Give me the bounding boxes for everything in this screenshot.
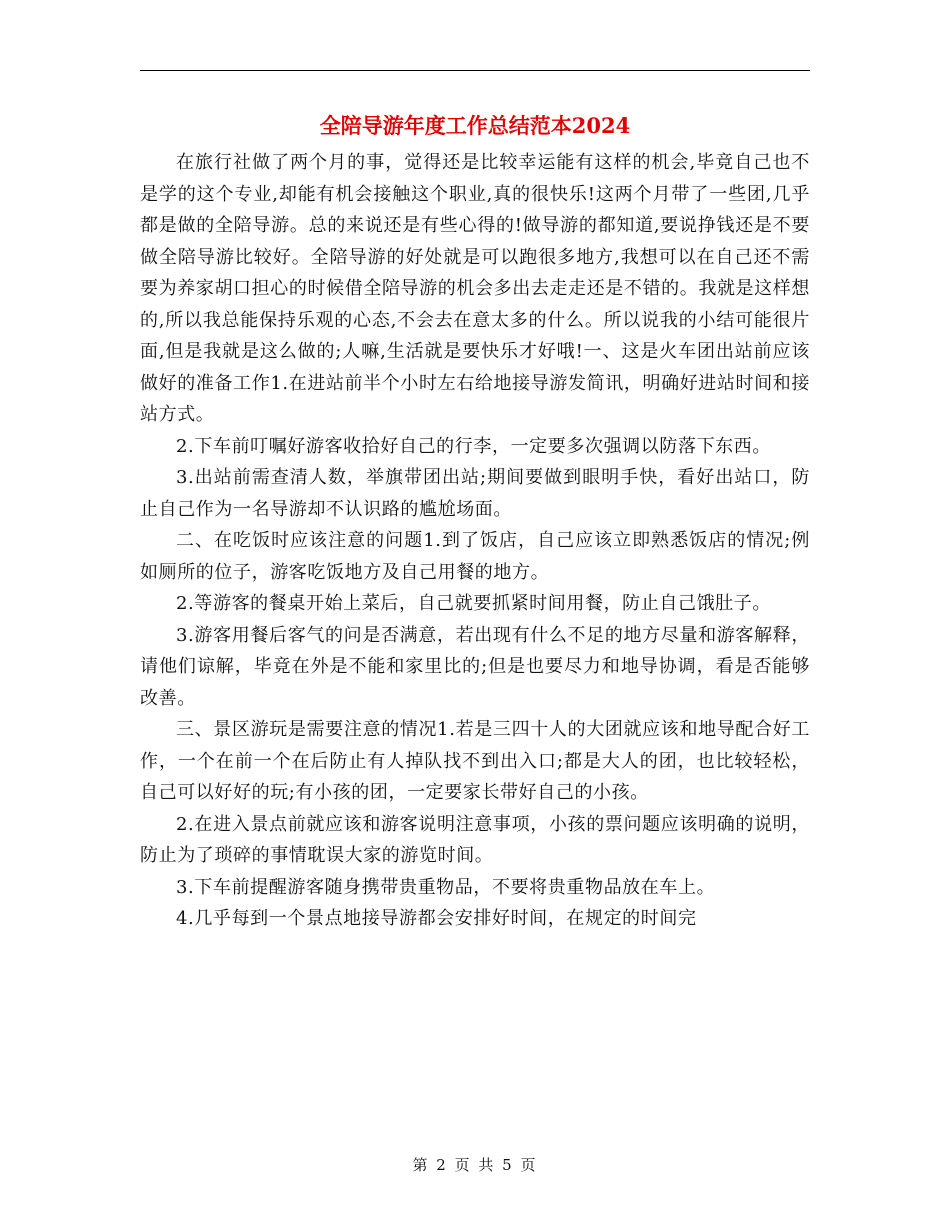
paragraph-intro: 在旅行社做了两个月的事，觉得还是比较幸运能有这样的机会,毕竟自己也不是学的这个专业,却能有机会接触这个职业,真的很快乐!这两个月带了一些团,几乎都是做的全陪导游。总的来说还是有些心得的!做导游的都知道,要说挣钱还是不要做全陪导游比较好。全陪导游的好处就是可以跑很多地方,我想可以在自己还不需要为养家胡口担心的时候借全陪导游的机会多出去走走还是不错的。我就是这样想的,所以我总能保持乐观的心态,不会去在意太多的什么。所以说我的小结可能很片面,但是我就是这么做的;人嘛,生活就是要快乐才好哦!一、这是火车团出站前应该做好的准备工作1.在进站前半个小时左右给地接导游发简讯，明确好进站时间和接站方式。 xyxy=(140,152,810,425)
paragraph-section-two: 二、在吃饭时应该注意的问题1.到了饭店，自己应该立即熟悉饭店的情况;例如厕所的位子，游客吃饭地方及自己用餐的地方。 xyxy=(140,530,810,583)
header-rule xyxy=(140,70,810,71)
paragraph-section-three: 三、景区游玩是需要注意的情况1.若是三四十人的大团就应该和地导配合好工作，一个在前一个在后防止有人掉队找不到出入口;都是大人的团，也比较轻松，自己可以好好的玩;有小孩的团，一定要家长带好自己的小孩。 xyxy=(140,719,810,803)
paragraph-item: 2.在进入景点前就应该和游客说明注意事项，小孩的票问题应该明确的说明，防止为了琐碎的事情耽误大家的游览时间。 xyxy=(140,813,810,866)
page-number-footer: 第 2 页 共 5 页 xyxy=(412,1156,538,1174)
paragraph-item: 2.等游客的餐桌开始上菜后，自己就要抓紧时间用餐，防止自己饿肚子。 xyxy=(176,593,771,614)
document-body xyxy=(140,147,810,935)
paragraph-item: 3.出站前需查清人数，举旗带团出站;期间要做到眼明手快，看好出站口，防止自己作为一名导游却不认识路的尴尬场面。 xyxy=(140,467,810,520)
paragraph-item: 3.游客用餐后客气的问是否满意，若出现有什么不足的地方尽量和游客解释，请他们谅解，毕竟在外是不能和家里比的;但是也要尽力和地导协调，看是否能够改善。 xyxy=(140,624,810,709)
paragraph-item: 4.几乎每到一个景点地接导游都会安排好时间，在规定的时间完 xyxy=(176,908,697,929)
document-title: 全陪导游年度工作总结范本2024 xyxy=(319,113,631,138)
paragraph-item: 2.下车前叮嘱好游客收拾好自己的行李，一定要多次强调以防落下东西。 xyxy=(176,435,771,457)
paragraph-item: 3.下车前提醒游客随身携带贵重物品，不要将贵重物品放在车上。 xyxy=(176,876,716,898)
